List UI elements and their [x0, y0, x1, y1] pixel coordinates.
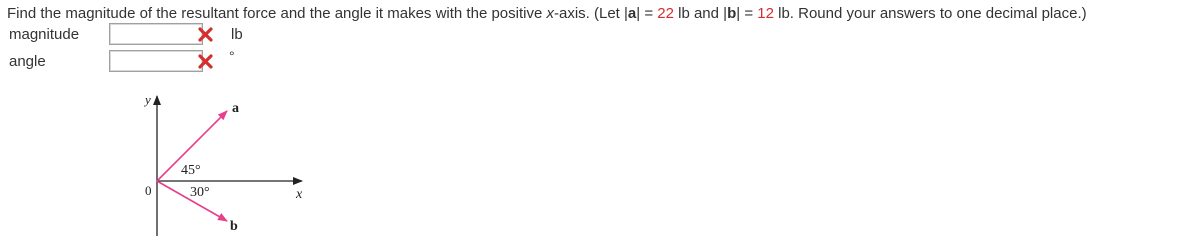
origin-label: 0	[145, 183, 152, 198]
given-value-b: 12	[753, 5, 774, 22]
question-part: |	[736, 5, 745, 22]
y-axis-label: y	[145, 92, 151, 107]
question-part: b	[727, 5, 737, 22]
vector-b-label: b	[230, 219, 238, 234]
question-part: Find the magnitude of the resultant force and the angle it makes with the positive	[7, 5, 547, 22]
angle-a-label: 45°	[181, 163, 201, 178]
angle-label: angle	[9, 53, 46, 70]
question-part: |	[636, 5, 645, 22]
question-part: =	[644, 5, 654, 22]
question-part: a	[627, 5, 637, 22]
magnitude-label: magnitude	[9, 26, 80, 43]
question-part: lb. Round your answers to one decimal place.)	[773, 5, 1087, 22]
question-part: x	[546, 5, 554, 22]
vector-a-label: a	[232, 101, 239, 116]
magnitude-unit: lb	[231, 26, 243, 43]
angle-b-label: 30°	[190, 185, 210, 200]
angle-unit: °	[229, 48, 235, 64]
question-part: -axis. (Let |	[553, 5, 628, 22]
given-value-a: 22	[653, 5, 674, 22]
x-axis-label: x	[296, 187, 303, 202]
question-part: =	[744, 5, 754, 22]
question-part: lb and |	[673, 5, 728, 22]
